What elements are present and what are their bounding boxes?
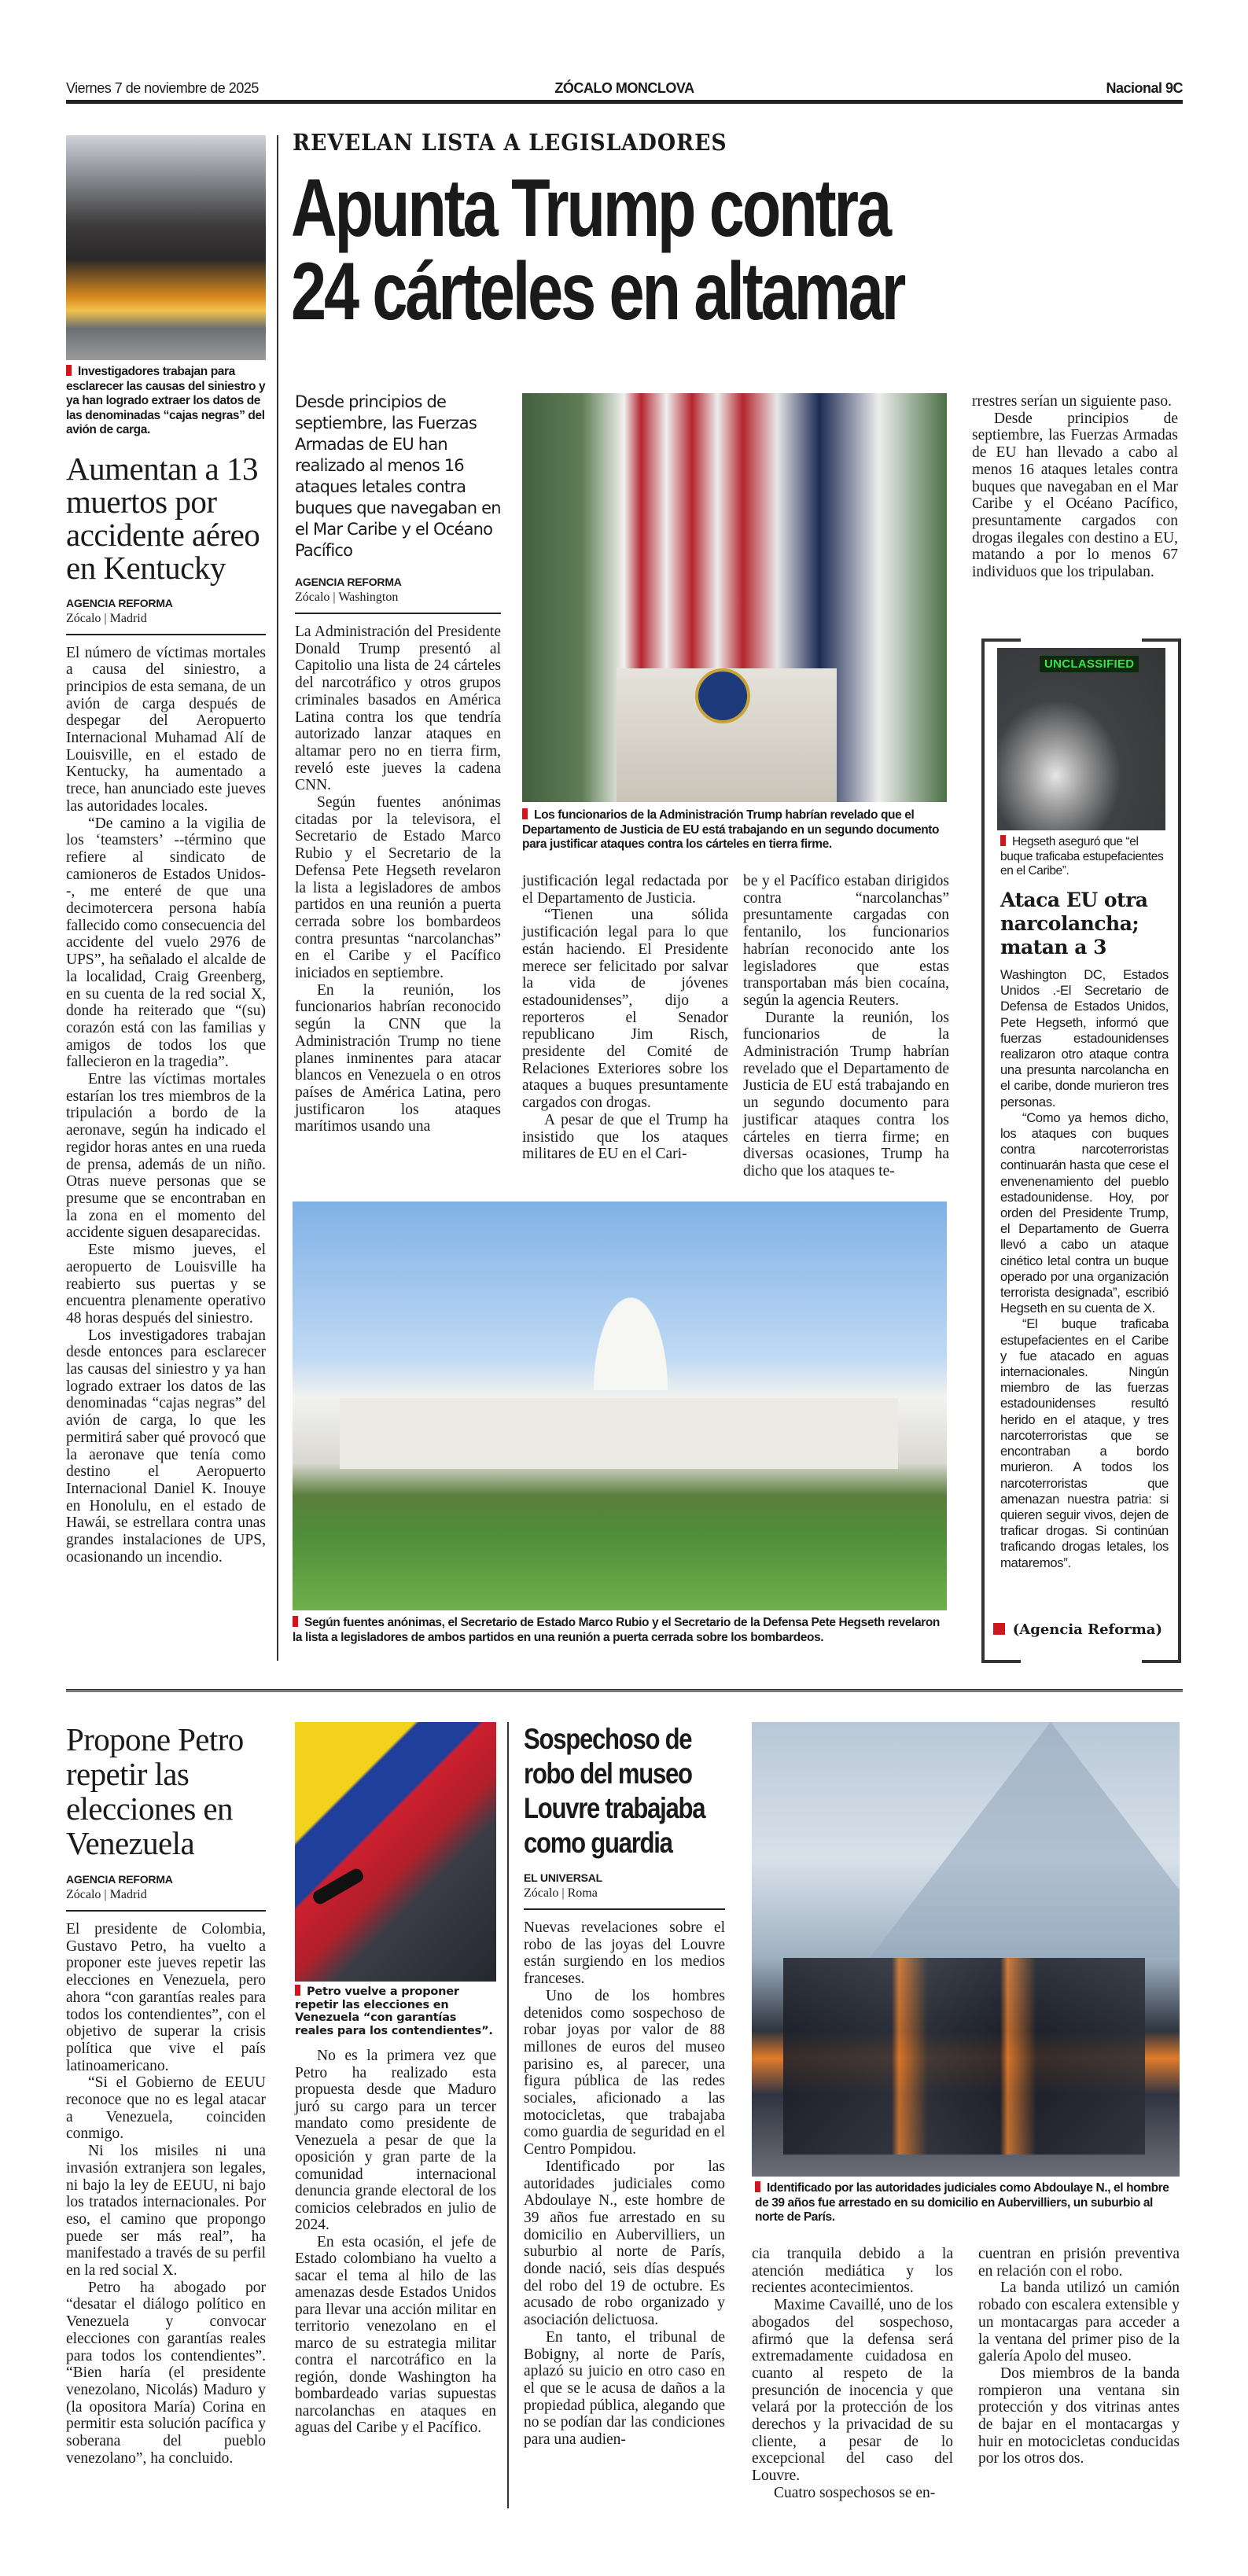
dateline: Zócalo | Madrid [66,612,266,635]
headline: Sospechoso de robo del museo Louvre trabajaba como guardia [524,1723,705,1859]
sidebar-body: Washington DC, Estados Unidos .-El Secretario de Defensa de Estados Unidos, Pete Hegseth, informó que fuerzas estadounidenses realizaron otro ataque contra una presunta narcolancha en el caribe, donde murieron tres personas. “Como ya hemos dicho, los ataques con buques contra narcoterroristas continuarán hasta que cese el envenenamiento del pueblo estadounidense. Hoy, por orden del Presidente Trump, el Departamento de Guerra llevó a cabo un ataque cinético letal contra un buque operado por una organización terrorista designada”, escribió Hegseth en su cuenta de X. “El buque traficaba estupefacientes en el Caribe y fue atacado en aguas internacionales. Ningún miembro de las fuerzas estadounidenses resultó herido en el ataque, y tres narcoterroristas que se encontraban a bordo murieron. A todos los narcoterroristas que amenazan nuestra patria: si quieren seguir vivos, dejen de traficar drogas. Si continúan traficando drogas letales, los mataremos”. [1000,967,1169,1570]
article-louvre [524,1722,725,2449]
photo-caption: Investigadores trabajan para esclarecer las causas del siniestro y ya han logrado extraer los datos de las denominadas “cajas negras” del avión de carga. [66,365,266,436]
caption-marker-icon [1000,835,1006,846]
article-body: El presidente de Colombia, Gustavo Petro, ha vuelto a proponer este jueves repetir las elecciones en Venezuela, pero ahora “con garantías reales para todos los contendientes”, con el objetivo de superar la crisis política que vive el país latinoamericano. “Si el Gobierno de EEUU reconoce que no es legal atacar a Venezuela, coinciden conmigo. Ni los misiles ni una invasión extranjera son legales, ni bajo la ley de EEUU, ni bajo los tratados internacionales. Por eso, el camino que propongo puede ser más real”, ha manifestado a través de su perfil en la red social X. Petro ha abogado por “desatar el diálogo político en Venezuela y convocar elecciones con garantías reales para todos los contendientes”. “Bien haría (el presidente venezolano, Nicolás) Maduro y (la opositora María) Corina en permitir esta solución pacífica y soberana del pueblo venezolano”, ha concluido. [66,1921,266,2467]
petro-col2: No es la primera vez que Petro ha realizado esta propuesta desde que Maduro juró su cargo para un tercer mandato como presidente de Venezuela a pesar de que la oposición y gran parte de la comunidad internacional denuncia grande electoral de los comicios celebrados en julio de 2024. En esta ocasión, el jefe de Estado colombiano ha vuelto a sacar el tema al hilo de las amenazas desde Estados Unidos para llevar una acción militar en territorio venezolano en el marco de su estrategia militar contra el narcotráfico en la región, donde Washington ha bombardeado varias supuestas narcolanchas en ataques en aguas del Caribe y el Pacífico. [295,2048,496,2436]
article-kentucky [66,135,266,1566]
security-guards [783,1958,1145,2155]
article-body: El número de víctimas mortales a causa del siniestro, a principios de esta semana, de un avión de carga después de despegar del Aeropuerto Internacional Muhamad Alí de Louisville, en el estado de Kentucky, ha aumentado a trece, han anunciado este jueves las autoridades locales. “De camino a la vigilia de los ‘teamsters’ --término que refiere al sindicato de camioneros de Estados Unidos--, me enteré de que una decimotercera persona había fallecido como consecuencia del accidente del vuelo 2976 de UPS”, ha señalado el alcalde de la localidad, Craig Greenberg, en su cuenta de la red social X, donde ha reiterado que “(su) corazón está con las familias y amigos de todos los que fallecieron en la tragedia”. Entre las víctimas mortales estarían los tres miembros de la tripulación a bordo de la aeronave, según ha indicado el regidor horas antes en una rueda de prensa, además de un niño. Otras nueve personas que se presume que se encontraban en la zona en el momento del accidente siguen desaparecidas. Este mismo jueves, el aeropuerto de Louisville ha reabierto sus puertas y se encuentra plenamente operativo 48 horas después del siniestro. Los investigadores trabajan desde entonces para esclarecer las causas del siniestro y ya han logrado extraer los datos de las denominadas “cajas negras” del avión de carga, lo que les permitirá saber qué provocó que la aeronave que tenía como destino el Aeropuerto Internacional Daniel K. Inouye en Honolulu, en el estado de Hawái, se estrellara contra unas grandes instalaciones de UPS, ocasionando un incendio. [66,644,266,1566]
folio-date: Viernes 7 de noviembre de 2025 [66,80,259,96]
byline: AGENCIA REFORMA [66,1873,173,1886]
byline: AGENCIA REFORMA [66,596,173,609]
trump-col1 [295,392,501,1135]
caption-marker-icon [295,1985,300,1996]
main-headline: Apunta Trump contra 24 cárteles en altamar [291,163,904,337]
caption-marker-icon [66,365,72,376]
dateline: Zócalo | Washington [295,591,501,614]
trump-col3: be y el Pacífico estaban dirigidos contra “narcolanchas” presuntamente cargadas con fentanilo, los funcionarios habrían reconocido ante los legisladores que estas transportaban más bien cocaína, según la agencia Reuters. Durante la reunión, los funcionarios de la Administración Trump habrían revelado que el Departamento de Justicia de EU está trabajando en un segundo documento para justificar ataques contra los cárteles en tierra firme; en diversas ocasiones, Trump ha dicho que los ataques te- [743,873,949,1179]
photo-caption: Según fuentes anónimas, el Secretario de Estado Marco Rubio y el Secretario de la Defensa Pete Hegseth revelaron la lista a legisladores de ambos partidos en una reunión a puerta cerrada sobre los bombardeos. [293,1616,940,1644]
unclassified-label: UNCLASSIFIED [1040,656,1139,672]
glass-pyramid [870,1722,1180,1958]
byline: AGENCIA REFORMA [295,576,402,588]
strike-photo [997,648,1165,830]
capitol-building [340,1398,898,1469]
microphone-icon [311,1867,366,1907]
trump-col4: rrestres serían un siguiente paso. Desde principios de septiembre, las Fuerzas Armadas de EU han llevado a cabo al menos 16 ataques letales contra buques que navegaban en el Mar Caribe y el Océano Pacífico, presuntamente cargados con drogas ilegales con destino a EU, matando a por lo menos 67 individuos que los tripulaban. [972,393,1178,581]
sidebar-box [981,638,1181,1663]
headline: Propone Petro repetir las elecciones en Venezuela [66,1721,244,1861]
column-divider [507,1722,509,2508]
deck: Desde principios de septiembre, las Fuerzas Armadas de EU han realizado al menos 16 ataques letales contra buques que navegaban en el Mar Caribe y el Océano Pacífico [295,392,501,560]
dateline: Zócalo | Roma [524,1886,725,1910]
headline: Aumentan a 13 muertos por accidente aéreo en Kentucky [66,450,260,586]
sidebar-headline: Ataca EU otra narcolancha; matan a 3 [1000,889,1148,959]
byline: EL UNIVERSAL [524,1871,603,1884]
caption-marker-icon [293,1616,298,1627]
folio-section: Nacional 9C [1106,80,1183,96]
folio-publication: ZÓCALO MONCLOVA [554,80,694,96]
photo-caption: Los funcionarios de la Administración Trump habrían revelado que el Departamento de Justicia de EU está trabajando en un segundo documento para justificar ataques contra los cárteles en tierra firme. [522,808,940,851]
fire-photo [66,135,266,360]
photo-caption: Petro vuelve a proponer repetir las elecciones en Venezuela “con garantías reales para los contendientes”. [295,1985,493,2037]
sidebar-credit: (Agencia Reforma) [993,1621,1162,1638]
page-folio [66,79,1183,104]
trump-photo [522,393,947,802]
trump-col2: justificación legal redactada por el Departamento de Justicia. “Tienen una sólida justificación legal para lo que están haciendo. El Presidente merece ser felicitado por salvar la vida de jóvenes estadounidenses”, dijo a reporteros el Senador republicano Jim Risch, presidente del Comité de Relaciones Exteriores sobre los ataques a buques presuntamente cargados con drogas. A pesar de que el Trump ha insistido que los ataques militares de EU en el Cari- [522,873,728,1163]
photo-caption: Hegseth aseguró que “el buque traficaba estupefacientes en el Caribe”. [1000,835,1164,878]
section-divider [66,1689,1183,1692]
article-body: Nuevas revelaciones sobre el robo de las joyas del Louvre están surgiendo en los medios franceses. Uno de los hombres detenidos como sospechoso de robar joyas por valor de 88 millones de euros del museo parisino es, al parecer, una figura pública de las redes sociales, aficionado a las motocicletas, que trabajaba como guardia de seguridad en el Centro Pompidou. Identificado por las autoridades judiciales como Abdoulaye N., este hombre de 39 años fue arrestado en su domicilio en Aubervilliers, un suburbio al norte de París, donde nació, seis días después del robo del 19 de octubre. Es acusado de robo organizado y asociación delictuosa. En tanto, el tribunal de Bobigny, al norte de París, aplazó su juicio en otro caso en el que se le acusa de daños a la propiedad pública, alegando que no se podían dar las condiciones para una audien- [524,1919,725,2449]
article-body: La Administración del Presidente Donald Trump presentó al Capitolio una lista de 24 cárteles del narcotráfico y otros grupos criminales basados en América Latina contra los que tendría autorizado lanzar ataques en altamar pero no en tierra firm, reveló este jueves la cadena CNN. Según fuentes anónimas citadas por la televisora, el Secretario de Estado Marco Rubio y el Secretario de la Defensa Pete Hegseth revelaron la lista a legisladores de ambos partidos en una reunión a puerta cerrada sobre los bombardeos contra presuntas “narcolanchas” en el Caribe y el Pacífico iniciados en septiembre. En la reunión, los funcionarios habrían reconocido según la CNN que la Administración Trump no tiene planes inminentes para atacar blancos en Venezuela o en otros países de América Latina, pero justificaron los ataques marítimos usando una [295,624,501,1135]
article-petro [66,1722,266,2467]
capitol-photo [293,1202,947,1610]
presidential-seal-icon [695,668,750,723]
column-divider [277,135,278,1661]
credit-marker-icon [993,1623,1005,1635]
photo-caption: Identificado por las autoridades judiciales como Abdoulaye N., el hombre de 39 años fue arrestado en su domicilio en Aubervilliers, un suburbio al norte de París. [755,2181,1169,2224]
louvre-col3: cuentran en prisión preventiva en relación con el robo. La banda utilizó un camión robado con escalera extensible y un montacargas para acceder a la ventana del primer piso de la galería Apolo del museo. Dos miembros de la banda rompieron una ventana sin protección y dos vitrinas antes de bajar en el montacargas y huir en motocicletas conducidas por los otros dos. [978,2246,1180,2467]
louvre-photo [752,1722,1180,2177]
louvre-col2: cia tranquila debido a la atención mediática y los recientes acontecimientos. Maxime Cavaillé, uno de los abogados del sospechoso, afirmó que la defensa será extremadamente cuidadosa en cuanto al respeto de la presunción de inocencia y que velará por la protección de los derechos y la privacidad de su cliente, a pesar de lo excepcional del caso del Louvre. Cuatro sospechosos se en- [752,2246,953,2501]
kicker: REVELAN LISTA A LEGISLADORES [293,129,727,156]
petro-photo [295,1722,496,1982]
caption-marker-icon [522,808,528,819]
dateline: Zócalo | Madrid [66,1888,266,1912]
caption-marker-icon [755,2181,760,2192]
capitol-dome [584,1272,678,1390]
